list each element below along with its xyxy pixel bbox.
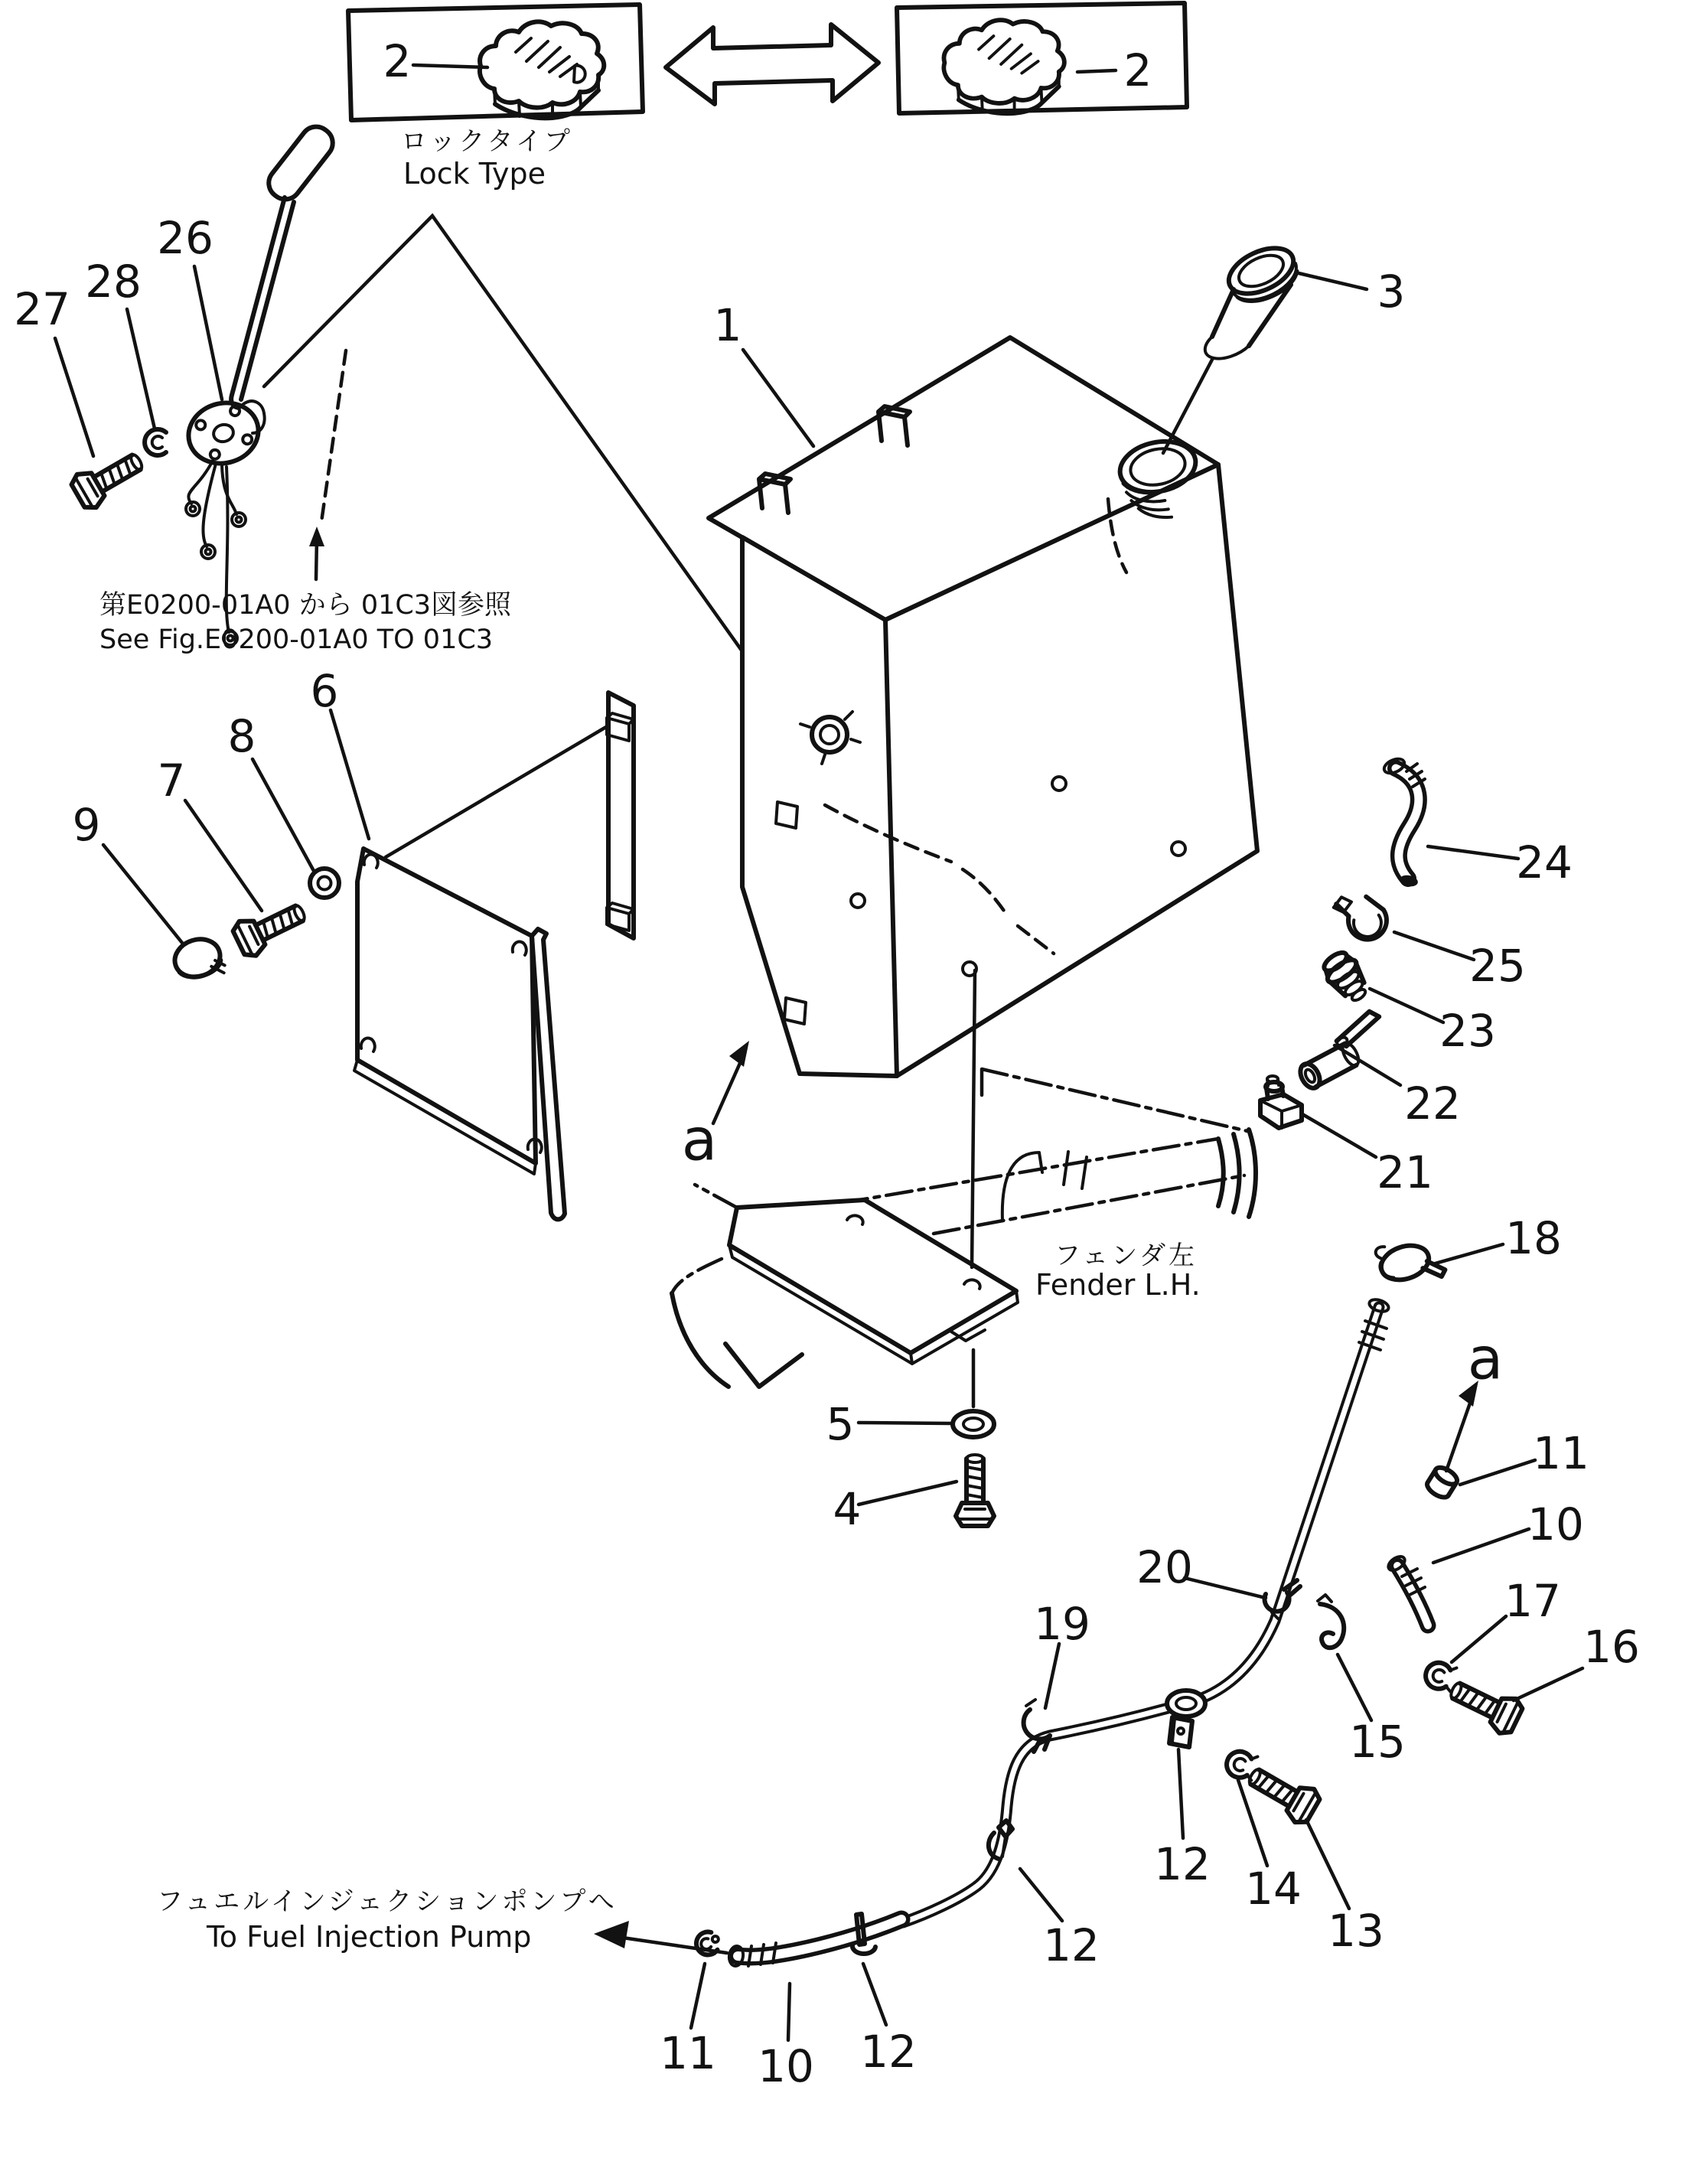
- part-label-28: 28: [85, 256, 142, 308]
- shutoff-valve-assembly: [69, 121, 347, 645]
- part-label-a-upper: a: [681, 1105, 718, 1174]
- part-label-5: 5: [826, 1398, 855, 1450]
- section-a-upper-arrow: [713, 1041, 749, 1123]
- valve-handle-grip: [262, 121, 339, 206]
- part-label-9: 9: [72, 799, 101, 851]
- part-label-23: 23: [1439, 1005, 1496, 1057]
- part-label-7: 7: [157, 755, 186, 807]
- part-label-11-upper: 11: [1533, 1427, 1589, 1479]
- filler-neck: [1163, 239, 1304, 453]
- part-label-4: 4: [833, 1483, 862, 1535]
- bolt-13: [1242, 1759, 1323, 1827]
- part-label-8: 8: [227, 710, 256, 762]
- part-label-17: 17: [1504, 1575, 1561, 1627]
- part-label-18: 18: [1505, 1212, 1562, 1264]
- interchange-arrow-icon: [666, 24, 878, 104]
- hose-10-upper: [1386, 1553, 1428, 1625]
- part-label-25: 25: [1469, 940, 1526, 992]
- plug-9: [170, 934, 227, 986]
- bracket-12-mid: [1169, 1717, 1192, 1747]
- part-label-13: 13: [1328, 1905, 1384, 1957]
- part-label-26: 26: [157, 212, 214, 264]
- hook-clip-15: [1318, 1595, 1344, 1648]
- part-label-12-mid: 12: [1154, 1838, 1211, 1890]
- caption-lock-type-en: Lock Type: [403, 157, 546, 191]
- cover-plate: [357, 849, 536, 1163]
- washer-5: [953, 1411, 994, 1437]
- snap-clip-14: [1224, 1749, 1258, 1781]
- part-label-10-upper: 10: [1527, 1498, 1584, 1550]
- fuel-tank: [607, 337, 1257, 1076]
- part-label-24: 24: [1516, 836, 1573, 888]
- part-label-19: 19: [1034, 1598, 1090, 1650]
- part-label-12-bottom: 12: [860, 2026, 917, 2078]
- wire-terminal: [232, 513, 246, 527]
- bolt-16: [1444, 1672, 1525, 1738]
- part-label-15: 15: [1349, 1716, 1406, 1768]
- part-label-14: 14: [1245, 1863, 1302, 1915]
- part-label-a-lower: a: [1467, 1324, 1504, 1393]
- grommet: [1167, 1690, 1205, 1716]
- part-label-21: 21: [1377, 1146, 1433, 1198]
- caption-fender-jp: フェンダ左: [1054, 1240, 1198, 1271]
- part-label-2-left: 2: [383, 35, 412, 87]
- part-label-20: 20: [1136, 1541, 1193, 1593]
- part-label-3: 3: [1377, 266, 1406, 318]
- bolt-7: [230, 895, 311, 960]
- wire-terminal: [201, 545, 215, 559]
- caption-ref-jp: 第E0200-01A0 から 01C3図参照: [99, 590, 512, 621]
- part-label-6: 6: [310, 665, 339, 717]
- drain-parts-column: [1260, 756, 1425, 1128]
- part-label-2-right: 2: [1123, 44, 1152, 96]
- tank-left-wall: [607, 693, 634, 938]
- washer-8: [310, 869, 339, 898]
- clamp-25: [1332, 892, 1389, 944]
- pump-arrow-icon: [594, 1921, 629, 1948]
- part-label-1: 1: [713, 299, 742, 351]
- cover-plate-assembly: [170, 727, 606, 1219]
- joint-21: [1260, 1076, 1302, 1128]
- snap-ring-28: [145, 429, 166, 455]
- part-label-22: 22: [1404, 1077, 1461, 1130]
- caption-lock-type-jp: ロックタイプ: [401, 126, 573, 157]
- snap-clip-17: [1423, 1660, 1457, 1692]
- valve-position-callout: [264, 216, 808, 744]
- hose-24: [1382, 756, 1425, 888]
- valve-handle-rod: [231, 197, 294, 408]
- caption-pump-jp: フュエルインジェクションポンプへ: [157, 1886, 618, 1917]
- nipple-23: [1318, 947, 1374, 1008]
- part-label-12-lower: 12: [1043, 1919, 1100, 1971]
- caption-pump-en: To Fuel Injection Pump: [207, 1920, 532, 1954]
- lock-type-panel: [348, 3, 1187, 120]
- caption-fender-en: Fender L.H.: [1035, 1268, 1201, 1302]
- part-label-11-bottom: 11: [660, 2027, 716, 2079]
- up-arrow-icon: [309, 527, 324, 546]
- part-label-27: 27: [14, 283, 70, 335]
- plate-flange: [532, 929, 565, 1219]
- bolt-27: [69, 444, 150, 513]
- wire-terminal: [186, 502, 200, 516]
- bolt-4: [956, 1455, 994, 1526]
- section-a-arrow-icon: [729, 1041, 749, 1067]
- part-label-16: 16: [1583, 1621, 1640, 1673]
- reference-note-arrow: [309, 527, 324, 579]
- caption-ref-en: See Fig.E0200-01A0 TO 01C3: [99, 624, 494, 655]
- part-label-10-bottom: 10: [758, 2040, 814, 2092]
- sleeve-11-upper: [1424, 1464, 1459, 1500]
